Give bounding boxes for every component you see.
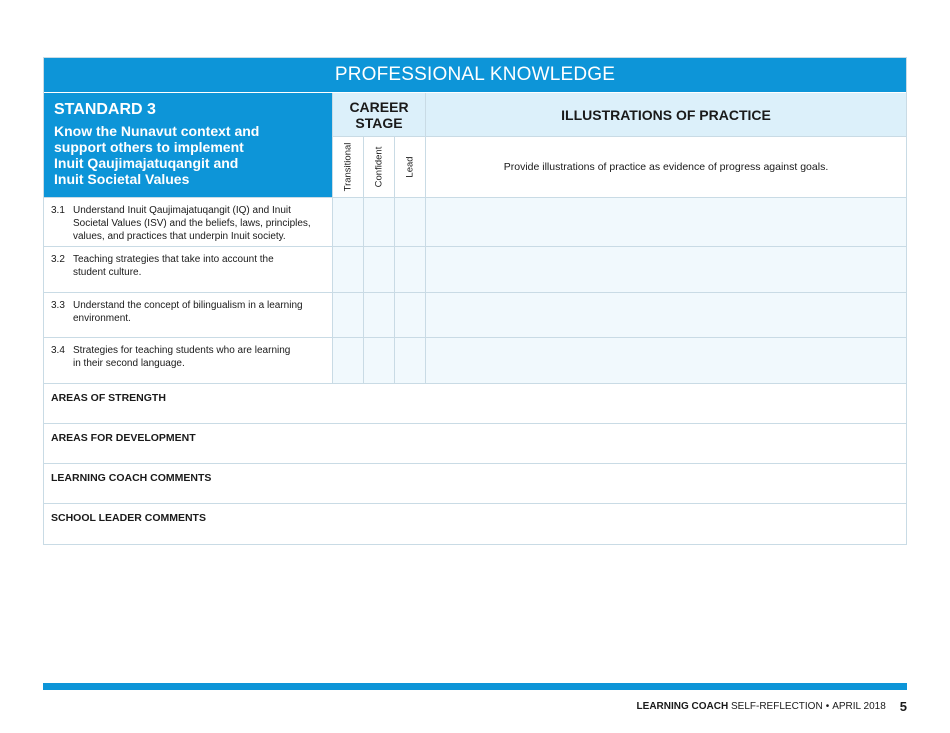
- transitional-checkbox-3-4[interactable]: [333, 338, 364, 384]
- indicator-text: [73, 204, 311, 246]
- confident-checkbox-3-1[interactable]: [364, 198, 395, 247]
- standard-desc-line: support others to implement: [54, 139, 244, 155]
- indicator-number: 3.4: [51, 345, 65, 356]
- areas-for-development-field[interactable]: [44, 424, 906, 464]
- confident-checkbox-3-3[interactable]: [364, 293, 395, 338]
- page-footer: [637, 699, 907, 714]
- standard-heading: [44, 93, 333, 198]
- page-number: 5: [899, 699, 907, 714]
- standard-desc-line: Inuit Societal Values: [54, 171, 190, 187]
- footer-rule: [43, 683, 907, 690]
- indicator-3-3: [44, 293, 333, 338]
- lead-checkbox-3-1[interactable]: [395, 198, 426, 247]
- indicator-text: [73, 344, 290, 383]
- indicator-text: [73, 299, 303, 337]
- footer-date: APRIL 2018: [832, 701, 886, 712]
- indicator-3-2: [44, 247, 333, 293]
- school-leader-comments-label: SCHOOL LEADER COMMENTS: [51, 512, 206, 524]
- stage-label: Confident: [373, 146, 385, 188]
- transitional-checkbox-3-3[interactable]: [333, 293, 364, 338]
- transitional-checkbox-3-2[interactable]: [333, 247, 364, 293]
- learning-coach-comments-field[interactable]: [44, 464, 906, 504]
- standard-title: STANDARD 3: [54, 101, 156, 118]
- indicator-line: Teaching strategies that take into account the: [73, 254, 274, 265]
- indicator-3-1: [44, 198, 333, 247]
- lead-checkbox-3-3[interactable]: [395, 293, 426, 338]
- standard-table: [44, 93, 906, 384]
- stage-label: Lead: [404, 156, 416, 178]
- illustration-field-3-1[interactable]: [426, 198, 906, 247]
- illustrations-description: Provide illustrations of practice as evidence of progress against goals.: [426, 137, 906, 198]
- banner-title: PROFESSIONAL KNOWLEDGE: [44, 58, 906, 93]
- lead-checkbox-3-2[interactable]: [395, 247, 426, 293]
- indicator-number: 3.2: [51, 254, 65, 265]
- areas-of-strength-label: AREAS OF STRENGTH: [51, 392, 166, 404]
- standard-form: [43, 57, 907, 545]
- career-stage-header: [333, 93, 426, 137]
- illustration-field-3-3[interactable]: [426, 293, 906, 338]
- indicator-text: [73, 253, 274, 292]
- learning-coach-comments-label: LEARNING COACH COMMENTS: [51, 472, 212, 484]
- stage-label: Transitional: [342, 142, 354, 192]
- standard-description: [54, 123, 322, 187]
- transitional-checkbox-3-1[interactable]: [333, 198, 364, 247]
- indicator-line: student culture.: [73, 267, 142, 278]
- confident-checkbox-3-2[interactable]: [364, 247, 395, 293]
- career-stage-line: STAGE: [355, 114, 403, 131]
- indicator-line: Strategies for teaching students who are learning: [73, 345, 291, 356]
- indicator-number: 3.1: [51, 205, 65, 216]
- stage-confident: [364, 137, 395, 198]
- indicator-number: 3.3: [51, 300, 65, 311]
- lead-checkbox-3-4[interactable]: [395, 338, 426, 384]
- standard-desc-line: Know the Nunavut context and: [54, 123, 260, 139]
- footer-separator: •: [825, 701, 830, 712]
- illustration-field-3-2[interactable]: [426, 247, 906, 293]
- standard-desc-line: Inuit Qaujimajatuqangit and: [54, 155, 239, 171]
- career-stage-line: CAREER: [349, 98, 409, 115]
- indicator-line: Understand the concept of bilingualism in a learning: [73, 300, 303, 311]
- school-leader-comments-field[interactable]: [44, 504, 906, 544]
- stage-transitional: [333, 137, 364, 198]
- illustrations-header: ILLUSTRATIONS OF PRACTICE: [426, 93, 906, 137]
- areas-of-strength-field[interactable]: [44, 384, 906, 424]
- areas-for-development-label: AREAS FOR DEVELOPMENT: [51, 432, 196, 444]
- illustration-field-3-4[interactable]: [426, 338, 906, 384]
- indicator-line: Understand Inuit Qaujimajatuqangit (IQ) and Inuit: [73, 205, 291, 216]
- footer-title-bold: LEARNING COACH: [636, 701, 729, 712]
- indicator-line: in their second language.: [73, 358, 185, 369]
- indicator-line: values, and practices that underpin Inuit society.: [73, 231, 286, 242]
- indicator-3-4: [44, 338, 333, 384]
- footer-title: SELF-REFLECTION: [731, 701, 823, 712]
- indicator-line: Societal Values (ISV) and the beliefs, laws, principles,: [73, 218, 311, 229]
- indicator-line: environment.: [73, 313, 131, 324]
- stage-lead: [395, 137, 426, 198]
- confident-checkbox-3-4[interactable]: [364, 338, 395, 384]
